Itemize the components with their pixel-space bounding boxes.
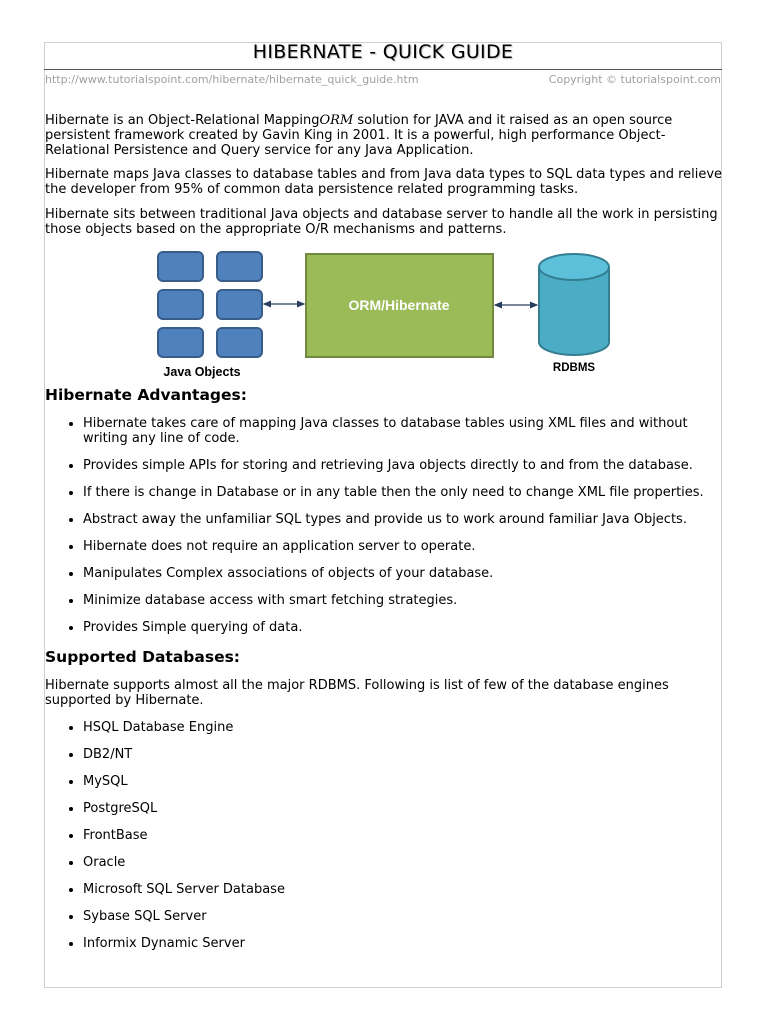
copyright-notice: Copyright © tutorialspoint.com: [548, 73, 721, 86]
databases-heading: Supported Databases:: [45, 648, 241, 666]
java-object-box: [158, 252, 203, 281]
intro-paragraph-2: Hibernate maps Java classes to database tables and from Java data types to SQL data types and relieve the developer from 95% of common data persistence related programming tasks.: [45, 167, 723, 197]
list-item: • Hibernate does not require an application server to operate.: [83, 539, 723, 554]
intro-paragraph-1: Hibernate is an Object-Relational MappingORM solution for JAVA and it raised as an open source persistent framework created by Gavin King in 2001. It is a powerful, high performance Object-Relational Persistence and Query service for any Java Application.: [45, 113, 673, 158]
list-item: • Abstract away the unfamiliar SQL types and provide us to work around familiar Java Objects.: [83, 512, 723, 527]
java-objects-label: Java Objects: [163, 365, 241, 379]
list-item: • Provides simple APIs for storing and retrieving Java objects directly to and from the database.: [83, 458, 723, 473]
list-item: • Oracle: [83, 855, 723, 870]
source-url[interactable]: http://www.tutorialspoint.com/hibernate/hibernate_quick_guide.htm: [45, 73, 419, 86]
database-cylinder: [539, 254, 609, 355]
java-object-box: [217, 290, 262, 319]
intro-paragraph-3: Hibernate sits between traditional Java objects and database server to handle all the work in persisting those objects based on the appropriate O/R mechanisms and patterns.: [45, 207, 718, 237]
orm-abbrev: ORM: [319, 113, 354, 128]
list-item: • HSQL Database Engine: [83, 720, 723, 735]
java-object-box: [217, 328, 262, 357]
advantages-list: [45, 416, 723, 635]
java-object-box: [158, 290, 203, 319]
title-rule: [44, 69, 722, 70]
document-content: [45, 113, 723, 951]
list-item: • DB2/NT: [83, 747, 723, 762]
list-item: • Informix Dynamic Server: [83, 936, 723, 951]
list-item: • Provides Simple querying of data.: [83, 620, 723, 635]
rdbms-label: RDBMS: [552, 362, 596, 374]
list-item: • PostgreSQL: [83, 801, 723, 816]
advantages-heading: Hibernate Advantages:: [45, 386, 247, 404]
java-object-box: [158, 328, 203, 357]
databases-list: [45, 720, 723, 951]
databases-intro: Hibernate supports almost all the major RDBMS. Following is list of few of the database engines supported by Hibernate.: [45, 678, 669, 708]
list-item: • Microsoft SQL Server Database: [83, 882, 723, 897]
orm-hibernate-label: ORM/Hibernate: [348, 297, 450, 313]
list-item: • FrontBase: [83, 828, 723, 843]
list-item: • Sybase SQL Server: [83, 909, 723, 924]
java-object-box: [217, 252, 262, 281]
list-item: • Hibernate takes care of mapping Java classes to database tables using XML files and without writing any line of code.: [83, 416, 723, 446]
list-item: • Manipulates Complex associations of objects of your database.: [83, 566, 723, 581]
java-objects-group: [158, 252, 262, 357]
list-item: • MySQL: [83, 774, 723, 789]
list-item: • If there is change in Database or in any table then the only need to change XML file properties.: [83, 485, 723, 500]
list-item: • Minimize database access with smart fetching strategies.: [83, 593, 723, 608]
architecture-diagram: [45, 238, 723, 380]
page-title: HIBERNATE - QUICK GUIDE: [252, 41, 514, 63]
